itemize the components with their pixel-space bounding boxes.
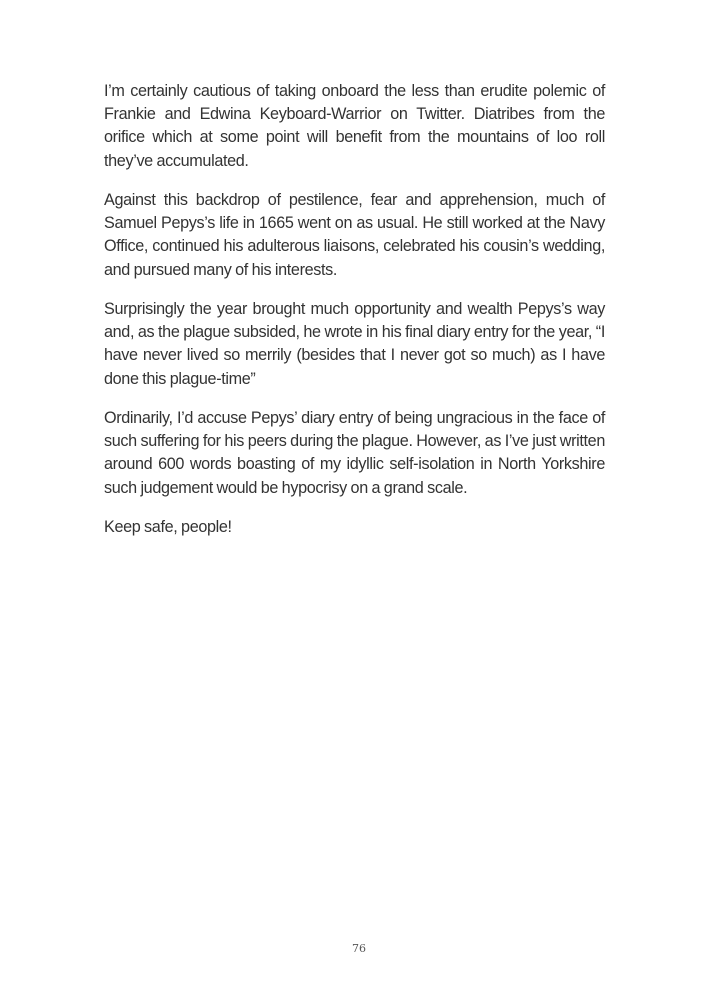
paragraph-4: Ordinarily, I’d accuse Pepys’ diary entry of being ungracious in the face of such suffering for his peers during the plague. However, as I’ve just written around 600 words boasting of my idyllic self-isolation in North Yorkshire such judgement would be hypocrisy on a grand scale. xyxy=(104,409,605,497)
paragraph-5: Keep safe, people! xyxy=(104,518,232,536)
body-text xyxy=(104,80,605,555)
page-number: 76 xyxy=(352,942,366,955)
paragraph-1: I’m certainly cautious of taking onboard the less than erudite polemic of Frankie and Edwina Keyboard-Warrior on Twitter. Diatribes from the orifice which at some point will benefit from the mountains of loo roll they’ve accumulated. xyxy=(104,82,605,170)
paragraph-2: Against this backdrop of pestilence, fear and apprehension, much of Samuel Pepys’s life in 1665 went on as usual. He still worked at the Navy Office, continued his adulterous liaisons, celebrated his cousin’s wedding, and pursued many of his interests. xyxy=(104,191,605,279)
paragraph-3: Surprisingly the year brought much opportunity and wealth Pepys’s way and, as the plague subsided, he wrote in his final diary entry for the year, “I have never lived so merrily (besides that I never got so much) as I have done this plague-time” xyxy=(104,300,605,388)
